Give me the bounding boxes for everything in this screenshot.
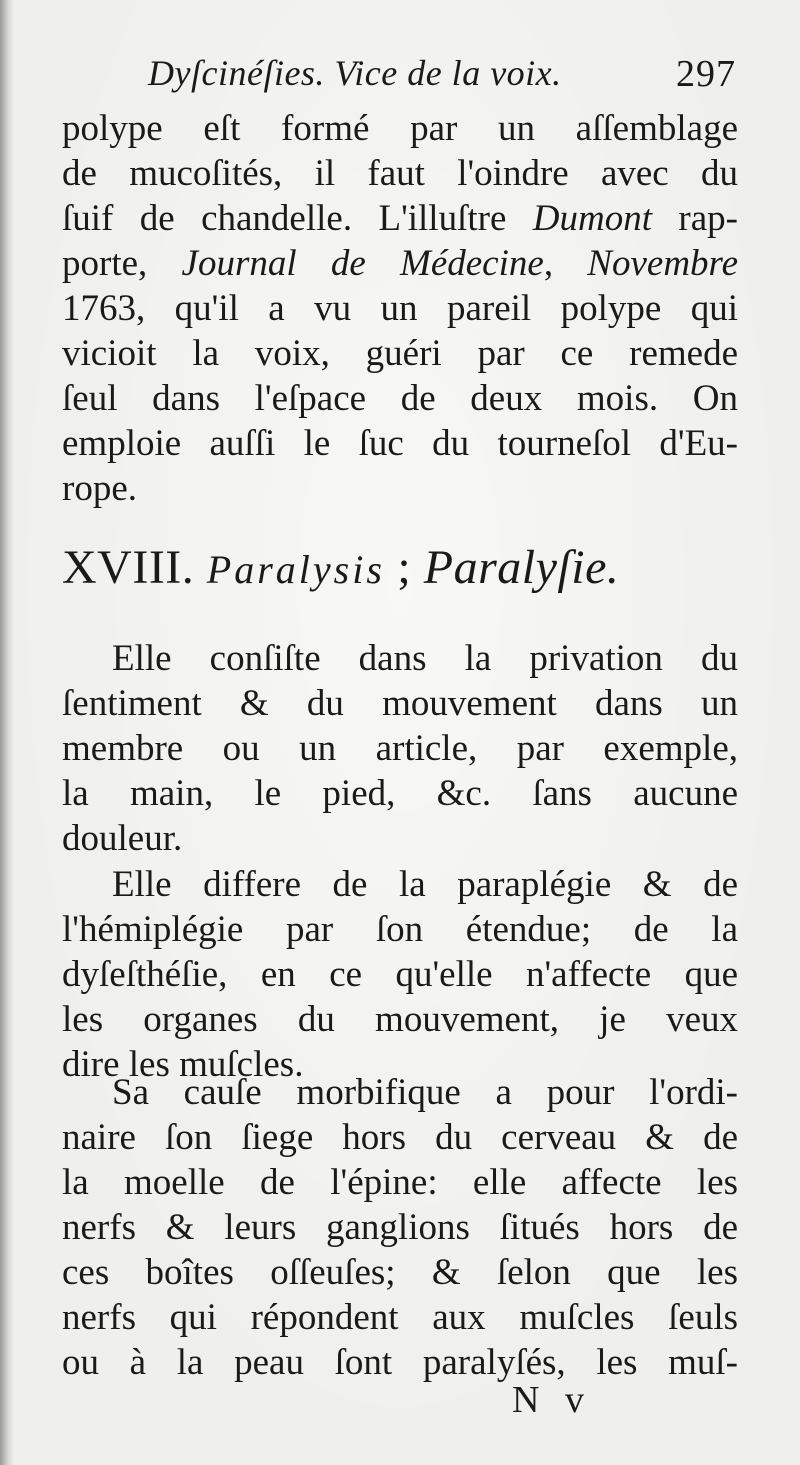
text-line: rope. (62, 468, 137, 509)
text-line: dyſeſthéſie, en ce qu'elle n'affecte que (62, 954, 738, 995)
section-latin-title: Paralysis (206, 547, 385, 592)
section-separator: ; (384, 541, 424, 594)
text-line: polype eſt formé par un aſſemblage (62, 108, 738, 149)
text-line: les organes du mouvement, je veux (62, 999, 738, 1040)
text-line: la moelle de l'épine: elle affecte les (62, 1162, 738, 1203)
text-line: l'hémiplégie par ſon étendue; de la (62, 909, 738, 950)
paragraph-cause (62, 1070, 738, 1385)
page-header (60, 52, 740, 100)
journal-title: Journal de Médecine (181, 243, 544, 284)
text-line: de mucoſités, il faut l'oindre avec du (62, 153, 738, 194)
text-line: ces boîtes oſſeuſes; & ſelon que les (62, 1252, 738, 1293)
text-line: ſeul dans l'eſpace de deux mois. On (62, 378, 738, 419)
author-name: Dumont (532, 198, 653, 239)
paragraph-continued (62, 106, 738, 511)
text-line: douleur. (62, 818, 183, 859)
text-line: Elle differe de la paraplégie & de (112, 864, 738, 905)
section-number: XVIII. (62, 541, 195, 594)
text-line: naire ſon ſiege hors du cerveau & de (62, 1117, 738, 1158)
journal-month: Novembre (587, 243, 738, 284)
text-run: rap- (652, 198, 738, 239)
text-line: nerfs qui répondent aux muſcles ſeuls (62, 1297, 738, 1338)
text-line: Sa cauſe morbifique a pour l'ordi- (112, 1072, 738, 1113)
text-line: dire les muſcles. (62, 1044, 304, 1085)
text-line: 1763, qu'il a vu un pareil polype qui (62, 288, 738, 329)
text-line: Elle conſiſte dans la privation du (112, 638, 738, 679)
page-number: 297 (676, 53, 736, 95)
paragraph-definition (62, 636, 738, 861)
section-french-title: Paralyſie. (423, 541, 620, 594)
text-line: la main, le pied, &c. ſans aucune (62, 773, 738, 814)
text-run: , (543, 243, 588, 284)
text-line (62, 196, 738, 241)
signature-mark: N v (512, 1379, 592, 1421)
running-head: Dyſcinéſies. Vice de la voix. (148, 53, 562, 93)
text-line: nerfs & leurs ganglions ſitués hors de (62, 1207, 738, 1248)
text-line: emploie auſſi le ſuc du tourneſol d'Eu- (62, 423, 738, 464)
text-run: porte, (62, 243, 182, 284)
paragraph-difference (62, 862, 738, 1087)
page-gutter-shadow (0, 0, 14, 1465)
text-line: ou à la peau ſont paralyſés, les muſ- (62, 1342, 738, 1383)
text-line: ſentiment & du mouvement dans un (62, 683, 738, 724)
text-run: ſuif de chandelle. L'illuſtre (62, 198, 533, 239)
section-heading (62, 540, 742, 596)
text-line (62, 241, 738, 286)
text-line: membre ou un article, par exemple, (62, 728, 738, 769)
text-line: vicioit la voix, guéri par ce remede (62, 333, 738, 374)
